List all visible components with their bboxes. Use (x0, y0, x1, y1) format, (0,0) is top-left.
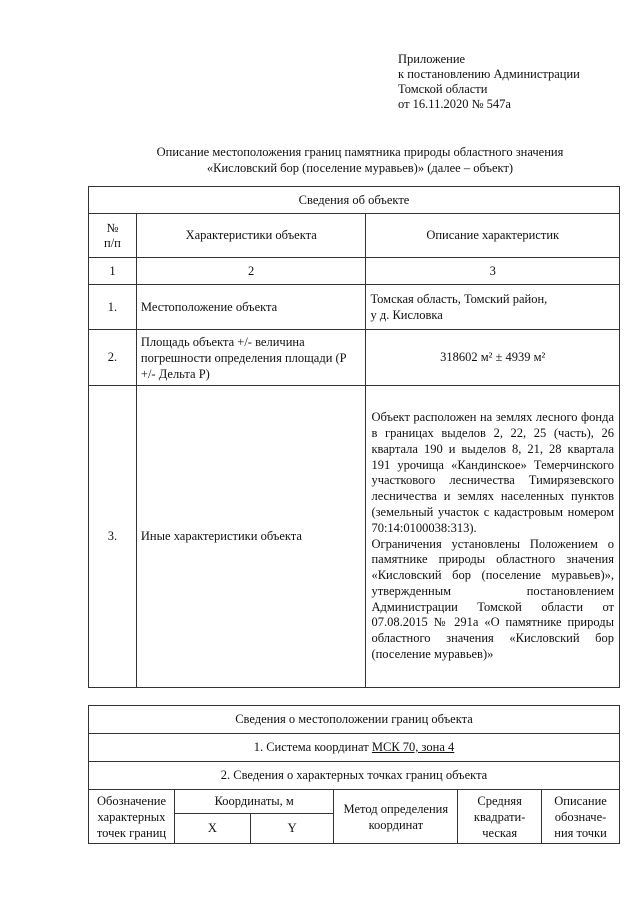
coordinate-system-name: МСК 70, зона 4 (371, 740, 455, 754)
row-number: 3. (89, 386, 137, 688)
coordinate-system-prefix: 1. Система координат (253, 740, 372, 754)
header-x: X (174, 814, 250, 844)
header-coordinates: Координаты, м (174, 790, 334, 814)
index-cell-2: 2 (136, 258, 366, 285)
table-row (89, 330, 620, 386)
row-description: Объект расположен на землях лесного фонда в границах выделов 2, 22, 25 (часть), 26 квартала 190 и выделов 8, 21, 28 квартала 191 урочища «Кандинское» Темерчинского участкового лесничества Тимирязевского лесничества и землях населенных пунктов (земельный участок с кадастровым номером 70:14:0100038:313). Ограничения установлены Положением о памятнике природы областного значения «Кисловский бор (поселение муравьев)», утвержденным постановлением Администрации Томской области от 07.08.2015 № 291а «О памятнике природы областного значения «Кисловский бор (поселение муравьев)» (366, 386, 620, 688)
header-characteristic: Характеристики объекта (136, 214, 366, 258)
appendix-line-1: Приложение (398, 52, 466, 66)
row-characteristic: Площадь объекта +/- величина погрешности определения площади (Р +/- Дельта Р) (136, 330, 366, 386)
appendix-line-4: от 16.11.2020 № 547а (398, 97, 511, 111)
row-characteristic: Иные характеристики объекта (136, 386, 366, 688)
appendix-line-3: Томской области (398, 82, 488, 96)
coordinate-system-row (89, 734, 620, 762)
table-row (89, 386, 620, 688)
header-y: Y (250, 814, 334, 844)
header-point-designation: Обозначение характерных точек границ (89, 790, 175, 844)
header-point-description: Описание обозначе-ния точки (542, 790, 620, 844)
index-cell-3: 3 (366, 258, 620, 285)
header-number: № п/п (89, 214, 137, 258)
document-title (90, 144, 630, 176)
row-description: 318602 м² ± 4939 м² (366, 330, 620, 386)
boundary-info-table (88, 705, 620, 844)
points-caption: 2. Сведения о характерных точках границ объекта (89, 762, 620, 790)
title-line-1: Описание местоположения границ памятника природы областного значения (156, 145, 564, 159)
object-info-table (88, 186, 620, 688)
boundary-info-caption: Сведения о местоположении границ объекта (89, 706, 620, 734)
object-info-caption: Сведения об объекте (89, 187, 620, 214)
appendix-block (398, 52, 628, 112)
header-rms: Средняя квадрати-ческая (458, 790, 542, 844)
row-number: 1. (89, 285, 137, 330)
header-description: Описание характеристик (366, 214, 620, 258)
row-number: 2. (89, 330, 137, 386)
header-method: Метод определения координат (334, 790, 458, 844)
row-characteristic: Местоположение объекта (136, 285, 366, 330)
index-cell-1: 1 (89, 258, 137, 285)
table-row (89, 285, 620, 330)
title-line-2: «Кисловский бор (поселение муравьев)» (далее – объект) (206, 161, 514, 175)
row-description: Томская область, Томский район, у д. Кисловка (366, 285, 620, 330)
appendix-line-2: к постановлению Администрации (398, 67, 580, 81)
